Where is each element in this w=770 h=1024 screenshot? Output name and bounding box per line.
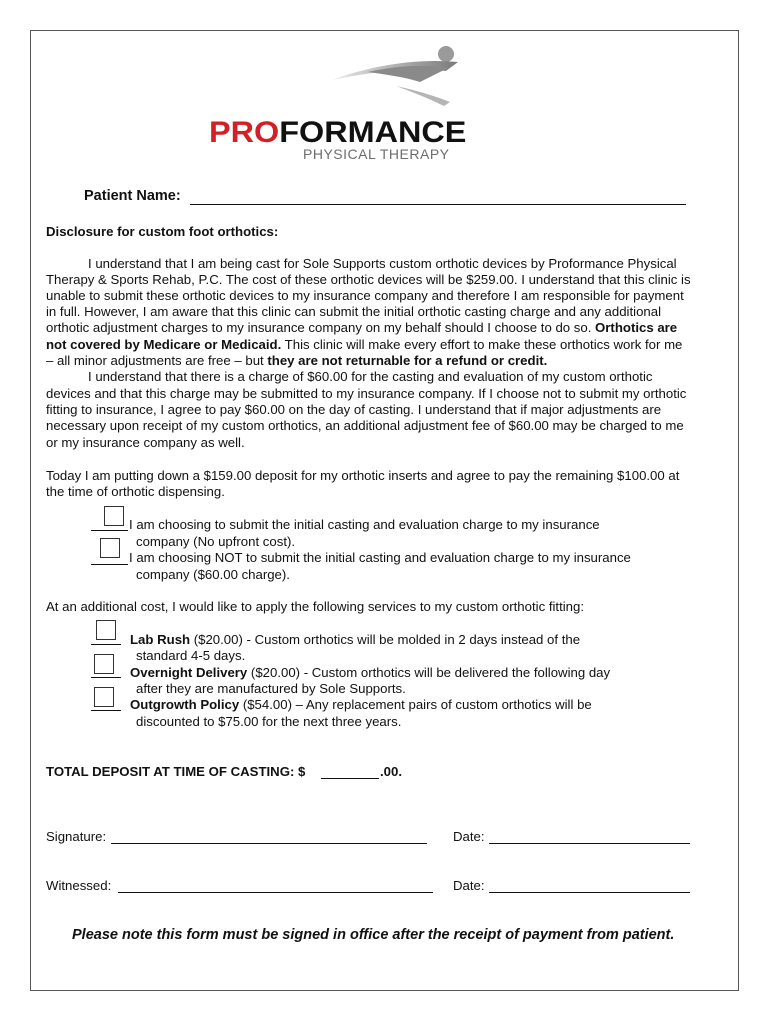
para2-line: I understand that there is a charge of $60.00 for the casting and evaluation of my custom orthotic xyxy=(88,369,653,384)
para2-line: devices and that this charge may be submitted to my insurance company. If I choose not to submit my orthotic xyxy=(46,386,687,401)
checkbox-underline xyxy=(91,530,128,531)
services-intro: At an additional cost, I would like to apply the following services to my custom orthotic fitting: xyxy=(46,599,585,614)
choice-line: company (No upfront cost). xyxy=(136,534,296,549)
brand-formance: FORMANCE xyxy=(279,116,467,149)
footer-note: Please note this form must be signed in office after the receipt of payment from patient. xyxy=(72,927,675,943)
patient-name-field[interactable] xyxy=(190,204,686,205)
choice-line: I am choosing NOT to submit the initial casting and evaluation charge to my insurance xyxy=(129,550,631,565)
total-deposit-label: TOTAL DEPOSIT AT TIME OF CASTING: $ xyxy=(46,764,306,779)
disclosure-heading: Disclosure for custom foot orthotics: xyxy=(46,224,279,239)
insurance-submit-checkbox[interactable] xyxy=(104,506,124,526)
checkbox-underline xyxy=(91,677,121,678)
service-text: ($20.00) - Custom orthotics will be molded in 2 days instead of the xyxy=(190,632,581,647)
para1-text: orthotic adjustment charges to my insurance company on my behalf should I choose to do so. xyxy=(46,320,596,335)
para1-bold: Orthotics are xyxy=(595,320,678,335)
para1-line xyxy=(46,320,677,336)
para1-text: This clinic will make every effort to make these orthotics work for me xyxy=(281,337,683,352)
lab-rush-checkbox[interactable] xyxy=(96,620,116,640)
para1-bold: they are not returnable for a refund or credit. xyxy=(267,353,548,368)
service-line: standard 4-5 days. xyxy=(136,648,246,663)
deposit-suffix: .00. xyxy=(380,764,402,779)
signature-field[interactable] xyxy=(111,843,427,844)
para3-line: the time of orthotic dispensing. xyxy=(46,484,225,499)
para1-line: I understand that I am being cast for Sole Supports custom orthotic devices by Proformance Physical xyxy=(88,256,677,271)
service-line: after they are manufactured by Sole Supports. xyxy=(136,681,406,696)
para1-line: in full. However, I am aware that this clinic can submit the initial orthotic casting charge and any additional xyxy=(46,304,662,319)
checkbox-underline xyxy=(91,564,128,565)
para1-text: – all minor adjustments are free – but xyxy=(46,353,268,368)
choice-line: company ($60.00 charge). xyxy=(136,567,290,582)
overnight-delivery-checkbox[interactable] xyxy=(94,654,114,674)
checkbox-underline xyxy=(91,644,121,645)
choice-line: I am choosing to submit the initial casting and evaluation charge to my insurance xyxy=(129,517,600,532)
service-name: Outgrowth Policy xyxy=(130,697,240,712)
service-name: Lab Rush xyxy=(130,632,191,647)
service-name: Overnight Delivery xyxy=(130,665,248,680)
deposit-amount-field[interactable] xyxy=(321,778,379,779)
checkbox-underline xyxy=(91,710,121,711)
witnessed-field[interactable] xyxy=(118,892,433,893)
service-line xyxy=(130,665,610,681)
para2-line: fitting to insurance, I agree to pay $60.00 on the day of casting. I understand that if major adjustments are xyxy=(46,402,662,417)
outgrowth-policy-checkbox[interactable] xyxy=(94,687,114,707)
para1-line xyxy=(46,337,682,353)
para1-line xyxy=(46,353,547,369)
para3-line: Today I am putting down a $159.00 deposit for my orthotic inserts and agree to pay the remaining $100.00 at xyxy=(46,468,680,483)
para1-bold: not covered by Medicare or Medicaid. xyxy=(46,337,282,352)
service-line xyxy=(130,632,580,648)
signature-label: Signature: xyxy=(46,829,107,844)
date-label: Date: xyxy=(453,878,485,893)
brand-pro: PRO xyxy=(209,116,280,149)
witnessed-label: Witnessed: xyxy=(46,878,112,893)
para1-line: Therapy & Sports Rehab, P.C. The cost of these orthotic devices will be $259.00. I understand that this clinic is xyxy=(46,272,691,287)
witness-date-field[interactable] xyxy=(489,892,690,893)
brand-wordmark xyxy=(209,116,466,150)
insurance-not-submit-checkbox[interactable] xyxy=(100,538,120,558)
service-text: ($54.00) – Any replacement pairs of custom orthotics will be xyxy=(239,697,592,712)
date-label: Date: xyxy=(453,829,485,844)
patient-name-label: Patient Name: xyxy=(84,188,181,204)
service-text: ($20.00) - Custom orthotics will be delivered the following day xyxy=(247,665,611,680)
para2-line: or my insurance company as well. xyxy=(46,435,245,450)
service-line xyxy=(130,697,592,713)
brand-subtitle: PHYSICAL THERAPY xyxy=(303,146,450,162)
para2-line: necessary upon receipt of my custom orthotics, an additional adjustment fee of $60.00 may be charged to me xyxy=(46,418,684,433)
date-field[interactable] xyxy=(489,843,690,844)
para1-line: unable to submit these orthotic devices to my insurance company and therefore I am responsible for payment xyxy=(46,288,684,303)
form-border xyxy=(30,30,739,991)
service-line: discounted to $75.00 for the next three years. xyxy=(136,714,402,729)
